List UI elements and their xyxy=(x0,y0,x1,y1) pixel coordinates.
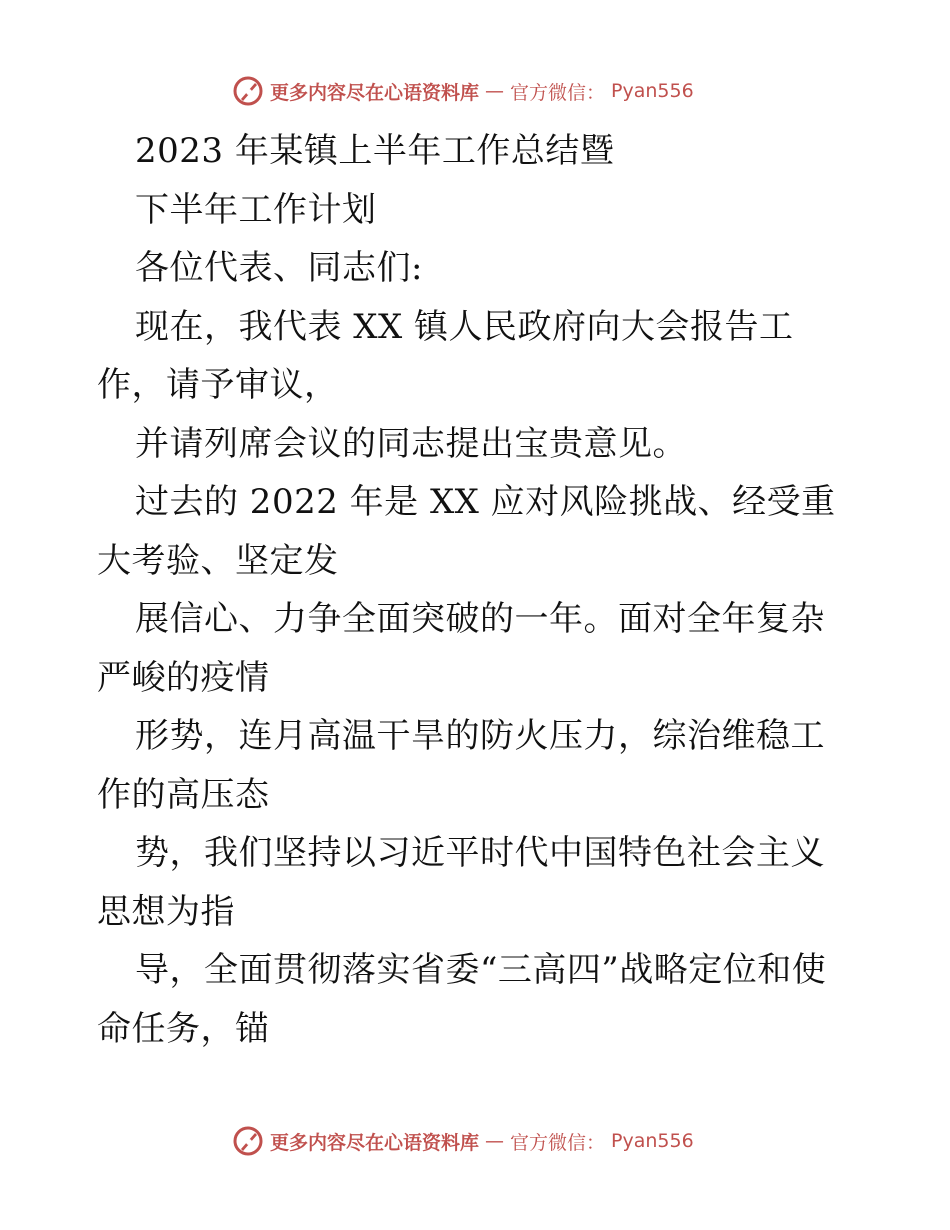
watermark-contact-id: Pyan556 xyxy=(611,1130,694,1152)
watermark-dash: — xyxy=(485,80,505,102)
paragraph-1: 现在，我代表 XX 镇人民政府向大会报告工作，请予审议， xyxy=(97,306,794,405)
document-title-line-2: 下半年工作计划 xyxy=(135,189,377,230)
paragraph-5: 形势，连月高温干旱的防火压力，综治维稳工作的高压态 xyxy=(97,716,825,815)
footer-watermark xyxy=(232,1124,752,1158)
quill-logo-icon xyxy=(232,75,264,107)
watermark-text: 更多内容尽在心语资料库 xyxy=(270,1131,480,1154)
watermark-contact-id: Pyan556 xyxy=(611,80,694,102)
document-body xyxy=(97,122,857,1058)
header-watermark xyxy=(232,74,752,108)
watermark-dash: — xyxy=(485,1130,505,1152)
watermark-contact-label: 官方微信： xyxy=(510,1131,606,1154)
paragraph-6: 势，我们坚持以习近平时代中国特色社会主义思想为指 xyxy=(97,833,825,932)
salutation: 各位代表、同志们: xyxy=(135,248,423,288)
paragraph-4: 展信心、力争全面突破的一年。面对全年复杂严峻的疫情 xyxy=(97,599,825,698)
paragraph-3: 过去的 2022 年是 XX 应对风险挑战、经受重大考验、坚定发 xyxy=(97,482,836,581)
paragraph-7: 导，全面贯彻落实省委“三高四”战略定位和使命任务，锚 xyxy=(97,950,827,1049)
watermark-contact-label: 官方微信： xyxy=(510,81,606,104)
quill-logo-icon xyxy=(232,1125,264,1157)
paragraph-2: 并请列席会议的同志提出宝贵意见。 xyxy=(135,423,687,464)
watermark-text: 更多内容尽在心语资料库 xyxy=(270,81,480,104)
document-title-line-1: 2023 年某镇上半年工作总结暨 xyxy=(135,131,615,171)
